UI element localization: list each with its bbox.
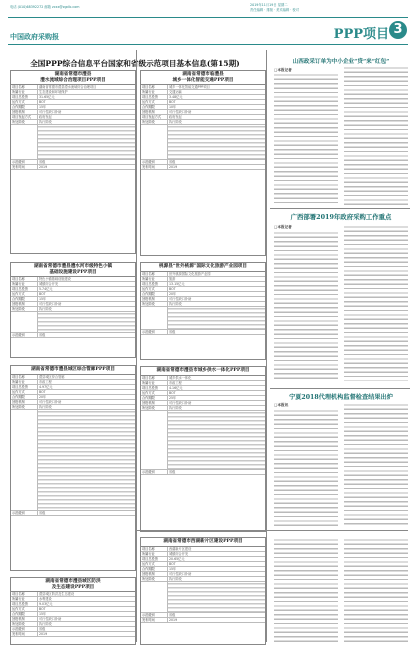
row-key: 项目总投资	[11, 287, 38, 291]
row-key: 发布时间	[11, 165, 38, 169]
table-row	[141, 165, 265, 170]
article-body	[274, 73, 338, 205]
row-value: 执行阶段	[169, 576, 182, 581]
header-rule	[8, 17, 408, 18]
page-title: 全国PPP综合信息平台国家和省级示范项目基本信息(第15期)	[30, 59, 240, 68]
row-key: 运作方式	[141, 100, 168, 104]
row-key: 项目发起方式	[11, 115, 38, 119]
row-key: 回报机制	[11, 302, 38, 306]
row-value: 执行阶段	[169, 120, 182, 125]
table-title: 湖南省常德市澧县 澧水流域综合治理项目PPP项目	[11, 71, 135, 85]
row-key: 示范级别	[11, 160, 38, 164]
table-row	[11, 511, 135, 516]
table-row	[11, 632, 135, 637]
row-value: 执行阶段	[39, 404, 52, 409]
row-key: 项目总投资	[141, 282, 168, 286]
section-title: PPP项目	[333, 27, 389, 42]
project-table	[140, 366, 266, 532]
row-value: 省级	[169, 612, 176, 617]
row-key: 合作期限	[11, 395, 38, 399]
row-key: 运作方式	[11, 292, 38, 296]
row-key: 示范级别	[141, 330, 168, 334]
row-key: 项目名称	[141, 376, 168, 380]
row-value: 市政工程	[39, 379, 52, 384]
table-row	[141, 125, 265, 160]
row-key: 合作期限	[11, 612, 38, 616]
row-key: 所处阶段	[141, 302, 168, 306]
row-key: 项目名称	[11, 375, 38, 379]
article-divider	[270, 388, 410, 389]
row-key: 运作方式	[11, 390, 38, 394]
project-description	[168, 411, 265, 469]
row-key: 发布时间	[141, 618, 168, 622]
row-key: 项目名称	[11, 85, 38, 89]
row-value: 省级	[169, 329, 176, 334]
row-value: 执行阶段	[169, 405, 182, 410]
row-key: 合作期限	[141, 105, 168, 109]
project-table	[10, 70, 136, 254]
row-value: 15年	[169, 566, 177, 571]
row-value: BOT	[169, 286, 176, 291]
masthead	[0, 0, 415, 15]
row-key: 合作期限	[141, 396, 168, 400]
paper-brand: 中国政府采购报	[10, 32, 59, 41]
article-body	[344, 66, 408, 205]
table-title: 湖南省常德市澧县市城乡供水一体化PPP项目	[141, 367, 265, 376]
row-value: 15年	[39, 297, 47, 302]
article-body	[344, 538, 408, 642]
row-key: 运作方式	[141, 287, 168, 291]
row-key: 项目总投资	[141, 557, 168, 561]
row-value: 执行阶段	[169, 301, 182, 306]
row-key: 示范级别	[11, 333, 38, 337]
row-key: 所处阶段	[141, 577, 168, 581]
table-row	[141, 582, 265, 613]
row-value: 执行阶段	[39, 120, 52, 125]
row-key: 项目总投资	[141, 386, 168, 390]
row-value: 可行性缺口补助	[169, 110, 192, 115]
row-value: 2019	[169, 617, 178, 622]
row-value: 澧县城区防洪及生态建设	[39, 592, 75, 597]
row-key: 运作方式	[11, 607, 38, 611]
row-key: 示范级别	[141, 160, 168, 164]
row-key: 所属行业	[141, 277, 168, 281]
row-value: 省级	[39, 627, 46, 632]
row-key	[141, 307, 168, 329]
project-table	[10, 365, 136, 571]
row-value: 9.03亿元	[39, 602, 53, 607]
table-title: 湖南省常德市临澧县 城乡一体化智能交通PPP项目	[141, 71, 265, 85]
column-divider	[266, 50, 267, 642]
row-value: 20.65亿元	[169, 556, 185, 561]
row-value: 20年	[169, 291, 177, 296]
row-value: 31.65亿元	[39, 95, 55, 100]
row-value: 政府发起	[39, 115, 52, 120]
row-value: 可行性缺口补助	[39, 302, 62, 307]
row-value: 城乡供水一体化	[169, 375, 192, 380]
row-key: 运作方式	[141, 391, 168, 395]
row-key: 所处阶段	[141, 406, 168, 410]
table-title: 桃源县“世外桃源”国际文化旅游产业园项目	[141, 263, 265, 272]
row-key: 所处阶段	[11, 405, 38, 409]
masthead-editors: 责任编辑 · 排版 · 美术编辑 · 校对	[250, 8, 299, 12]
row-key: 所属行业	[141, 552, 168, 556]
row-value: 城乡一体化智能交通PPP项目	[169, 85, 210, 90]
article-body	[274, 409, 338, 527]
table-row	[141, 470, 265, 475]
row-value: BOT	[169, 561, 176, 566]
table-row	[11, 333, 135, 338]
row-key: 示范级别	[11, 511, 38, 515]
row-key: 项目总投资	[11, 385, 38, 389]
project-description	[38, 410, 135, 510]
article-body	[344, 403, 408, 527]
project-description	[168, 307, 265, 329]
row-value: 5.74亿元	[39, 287, 53, 292]
row-key: 合作期限	[141, 567, 168, 571]
row-key: 项目总投资	[11, 602, 38, 606]
project-description	[38, 125, 135, 159]
row-value: 15年	[39, 105, 47, 110]
row-key: 示范级别	[141, 470, 168, 474]
table-row	[141, 330, 265, 335]
table-title: 湖南省常德市澧县澧水河市级特色小镇 基础设施建设PPP项目	[11, 263, 135, 277]
article-title: 广西部署2019年政府采购工作重点	[290, 213, 392, 221]
row-key: 所处阶段	[11, 307, 38, 311]
row-key: 合作期限	[141, 292, 168, 296]
row-value: 20年	[39, 394, 47, 399]
row-key: 运作方式	[141, 562, 168, 566]
row-key	[11, 410, 38, 510]
row-value: 15年	[39, 612, 47, 617]
project-table	[140, 537, 266, 645]
row-value: 澧县城区综合管廊	[39, 374, 65, 379]
row-value: BOT	[39, 607, 46, 612]
row-key: 所属行业	[11, 282, 38, 286]
row-key	[11, 312, 38, 332]
row-key: 合作期限	[11, 105, 38, 109]
row-key: 项目总投资	[141, 95, 168, 99]
row-value: BOT	[39, 292, 46, 297]
row-value: 省级	[39, 333, 46, 338]
row-value: 湖南省常德市澧县澧水流域综合治理项目	[39, 85, 97, 90]
row-value: 世外桃源国际文化旅游产业园	[169, 271, 211, 276]
row-value: 特色小镇基础设施建设	[39, 277, 71, 282]
row-key: 所处阶段	[11, 120, 38, 124]
article-body	[344, 225, 408, 381]
row-key: 所属行业	[141, 90, 168, 94]
row-value: 省级	[169, 160, 176, 165]
table-row	[11, 125, 135, 160]
row-key: 示范级别	[141, 613, 168, 617]
table-title: 湖南省常德市澧县城区综合管廊PPP项目	[11, 366, 135, 375]
row-value: 可行性缺口补助	[39, 110, 62, 115]
article-divider	[136, 530, 408, 531]
table-row	[11, 410, 135, 511]
article-lead: □本报记者	[274, 225, 292, 229]
row-key: 所属行业	[11, 90, 38, 94]
row-value: 可行性缺口补助	[169, 400, 192, 405]
row-key: 项目名称	[11, 277, 38, 281]
row-key: 回报机制	[11, 617, 38, 621]
row-value: BOT	[169, 390, 176, 395]
table-row	[141, 307, 265, 330]
row-key: 项目名称	[141, 85, 168, 89]
article-body	[274, 538, 338, 642]
row-key: 回报机制	[11, 400, 38, 404]
row-value: 3.48亿元	[169, 95, 183, 100]
row-key: 所属行业	[11, 380, 38, 384]
row-value: 交通运输	[169, 90, 182, 95]
header-bar	[8, 44, 408, 45]
row-key: 项目名称	[11, 592, 38, 596]
article-divider	[270, 208, 410, 209]
row-value: 2019	[169, 165, 178, 170]
row-value: 执行阶段	[39, 307, 52, 312]
table-row	[11, 312, 135, 333]
row-value: 西湖新片区建设	[169, 546, 192, 551]
row-key	[141, 411, 168, 469]
row-key: 项目发起方式	[141, 115, 168, 119]
section-label	[325, 21, 407, 41]
row-value: 25年	[169, 395, 177, 400]
row-value: 政府发起	[169, 115, 182, 120]
table-row	[141, 618, 265, 623]
row-value: 旅游	[169, 276, 176, 281]
row-key: 回报机制	[141, 401, 168, 405]
row-value: 2019	[39, 632, 48, 637]
row-value: 执行阶段	[39, 622, 52, 627]
row-value: 生态建设和环境保护	[39, 90, 68, 95]
masthead-contact: 电话 (010)68392272 邮箱 zcxx@zgclb.com	[10, 5, 80, 9]
row-value: 可行性缺口补助	[169, 296, 192, 301]
row-value: 10年	[169, 105, 177, 110]
table-title: 湖南省常德市西湖新片区建设PPP项目	[141, 538, 265, 547]
row-key: 发布时间	[11, 632, 38, 636]
row-key: 发布时间	[141, 165, 168, 169]
project-description	[168, 125, 265, 159]
article-title: 山西政采订单为中小企业“贷”来“红包”	[292, 59, 390, 65]
project-table	[140, 262, 266, 360]
row-key: 回报机制	[141, 572, 168, 576]
row-value: BOT	[39, 389, 46, 394]
row-key: 所处阶段	[141, 120, 168, 124]
article-title: 宁夏2018代理机构监督检查结果出炉	[289, 394, 393, 401]
project-table	[10, 262, 136, 358]
row-key: 所属行业	[141, 381, 168, 385]
section-number: 3	[389, 21, 407, 39]
row-key: 示范级别	[11, 627, 38, 631]
row-key: 所属行业	[11, 597, 38, 601]
row-key: 回报机制	[11, 110, 38, 114]
row-value: 13.15亿元	[169, 281, 185, 286]
row-value: 可行性缺口补助	[39, 617, 62, 622]
row-key: 项目名称	[141, 272, 168, 276]
article-lead: □本报讯	[274, 403, 289, 407]
row-value: 2019	[39, 165, 48, 170]
row-key: 回报机制	[141, 110, 168, 114]
article-body	[274, 231, 338, 381]
table-row	[11, 165, 135, 170]
row-value: 可行性缺口补助	[39, 399, 62, 404]
row-value: 市政工程	[169, 380, 182, 385]
masthead-date: 2019年11月19日 星期二	[250, 3, 288, 7]
row-key	[141, 125, 168, 159]
row-value: BOT	[39, 100, 46, 105]
table-title: 湖南省常德市澧县城区防洪 及生态建设PPP项目	[11, 578, 135, 592]
project-table	[10, 577, 136, 645]
row-value: 4.97亿元	[39, 384, 53, 389]
row-key	[141, 582, 168, 612]
column-divider	[136, 50, 137, 642]
row-value: 省级	[39, 160, 46, 165]
row-value: 城镇综合开发	[169, 551, 189, 556]
project-description	[168, 582, 265, 612]
row-key: 回报机制	[141, 297, 168, 301]
row-value: 水利建设	[39, 597, 52, 602]
row-value: 4.16亿元	[169, 385, 183, 390]
row-key: 项目总投资	[11, 95, 38, 99]
row-key: 合作期限	[11, 297, 38, 301]
row-key: 所处阶段	[11, 622, 38, 626]
row-value: 省级	[39, 510, 46, 515]
table-row	[141, 411, 265, 470]
project-description	[38, 312, 135, 332]
row-value: BOT	[169, 100, 176, 105]
row-key	[11, 125, 38, 159]
row-key: 项目名称	[141, 547, 168, 551]
row-value: 可行性缺口补助	[169, 571, 192, 576]
row-value: 省级	[169, 469, 176, 474]
row-value: 城镇综合开发	[39, 282, 59, 287]
row-key: 运作方式	[11, 100, 38, 104]
project-table	[140, 70, 266, 256]
article-lead: □本报记者	[274, 68, 292, 72]
